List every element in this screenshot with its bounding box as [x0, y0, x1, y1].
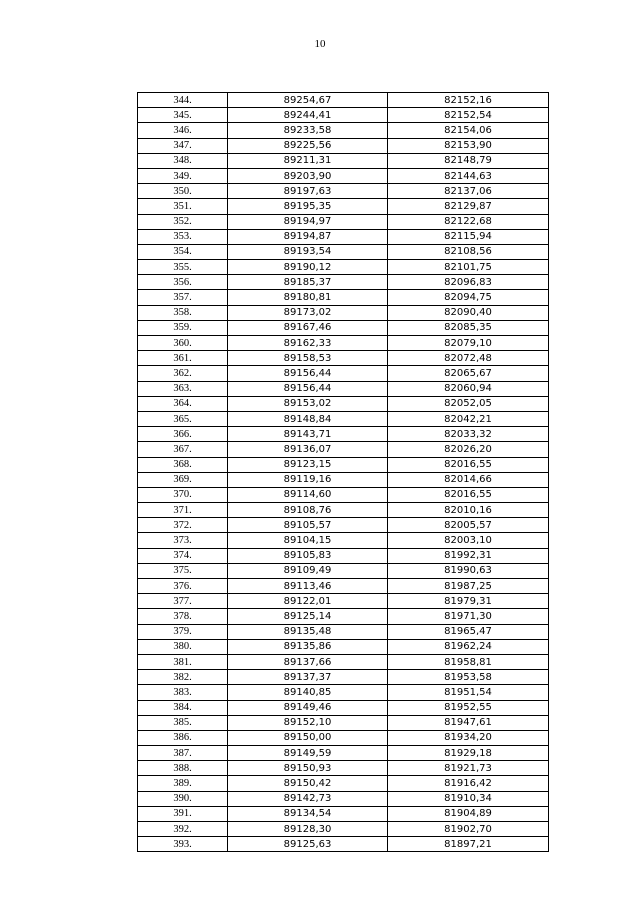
table-row: [138, 93, 549, 108]
y-coordinate-cell: 82096,83: [388, 275, 549, 290]
point-number-cell: 390.: [138, 791, 228, 806]
y-coordinate-cell: 82085,35: [388, 320, 549, 335]
point-number-cell: 351.: [138, 199, 228, 214]
x-coordinate-cell: 89244,41: [228, 108, 388, 123]
y-coordinate-cell: 81921,73: [388, 761, 549, 776]
table-row: [138, 457, 549, 472]
y-coordinate-cell: 82033,32: [388, 427, 549, 442]
y-coordinate-cell: 82072,48: [388, 351, 549, 366]
x-coordinate-cell: 89142,73: [228, 791, 388, 806]
table-row: [138, 184, 549, 199]
x-coordinate-cell: 89197,63: [228, 184, 388, 199]
x-coordinate-cell: 89135,86: [228, 639, 388, 654]
x-coordinate-cell: 89211,31: [228, 153, 388, 168]
point-number-cell: 357.: [138, 290, 228, 305]
y-coordinate-cell: 82152,54: [388, 108, 549, 123]
point-number-cell: 360.: [138, 336, 228, 351]
table-row: [138, 624, 549, 639]
x-coordinate-cell: 89152,10: [228, 715, 388, 730]
point-number-cell: 376.: [138, 579, 228, 594]
y-coordinate-cell: 81953,58: [388, 670, 549, 685]
x-coordinate-cell: 89193,54: [228, 244, 388, 259]
table-row: [138, 609, 549, 624]
x-coordinate-cell: 89203,90: [228, 168, 388, 183]
point-number-cell: 368.: [138, 457, 228, 472]
point-number-cell: 364.: [138, 396, 228, 411]
table-row: [138, 229, 549, 244]
table-row: [138, 366, 549, 381]
y-coordinate-cell: 82010,16: [388, 503, 549, 518]
y-coordinate-cell: 82108,56: [388, 244, 549, 259]
y-coordinate-cell: 82042,21: [388, 411, 549, 426]
table-row: [138, 685, 549, 700]
point-number-cell: 386.: [138, 730, 228, 745]
x-coordinate-cell: 89105,83: [228, 548, 388, 563]
table-row: [138, 791, 549, 806]
y-coordinate-cell: 82153,90: [388, 138, 549, 153]
y-coordinate-cell: 82026,20: [388, 442, 549, 457]
point-number-cell: 359.: [138, 320, 228, 335]
x-coordinate-cell: 89104,15: [228, 533, 388, 548]
x-coordinate-cell: 89194,97: [228, 214, 388, 229]
point-number-cell: 391.: [138, 806, 228, 821]
table-row: [138, 548, 549, 563]
point-number-cell: 372.: [138, 518, 228, 533]
table-row: [138, 563, 549, 578]
x-coordinate-cell: 89136,07: [228, 442, 388, 457]
point-number-cell: 356.: [138, 275, 228, 290]
x-coordinate-cell: 89149,46: [228, 700, 388, 715]
y-coordinate-cell: 82005,57: [388, 518, 549, 533]
y-coordinate-cell: 81992,31: [388, 548, 549, 563]
x-coordinate-cell: 89122,01: [228, 594, 388, 609]
y-coordinate-cell: 82101,75: [388, 260, 549, 275]
table-row: [138, 290, 549, 305]
y-coordinate-cell: 81951,54: [388, 685, 549, 700]
point-number-cell: 377.: [138, 594, 228, 609]
y-coordinate-cell: 82148,79: [388, 153, 549, 168]
table-row: [138, 411, 549, 426]
y-coordinate-cell: 82014,66: [388, 472, 549, 487]
point-number-cell: 380.: [138, 639, 228, 654]
x-coordinate-cell: 89150,00: [228, 730, 388, 745]
y-coordinate-cell: 81965,47: [388, 624, 549, 639]
point-number-cell: 352.: [138, 214, 228, 229]
x-coordinate-cell: 89167,46: [228, 320, 388, 335]
table-row: [138, 442, 549, 457]
table-row: [138, 260, 549, 275]
point-number-cell: 367.: [138, 442, 228, 457]
y-coordinate-cell: 82144,63: [388, 168, 549, 183]
x-coordinate-cell: 89143,71: [228, 427, 388, 442]
y-coordinate-cell: 81904,89: [388, 806, 549, 821]
y-coordinate-cell: 81902,70: [388, 822, 549, 837]
point-number-cell: 369.: [138, 472, 228, 487]
table-row: [138, 639, 549, 654]
table-row: [138, 487, 549, 502]
table-row: [138, 351, 549, 366]
y-coordinate-cell: 81971,30: [388, 609, 549, 624]
y-coordinate-cell: 81897,21: [388, 837, 549, 852]
table-row: [138, 654, 549, 669]
x-coordinate-cell: 89173,02: [228, 305, 388, 320]
table-row: [138, 837, 549, 852]
y-coordinate-cell: 82115,94: [388, 229, 549, 244]
point-number-cell: 392.: [138, 822, 228, 837]
y-coordinate-cell: 81962,24: [388, 639, 549, 654]
x-coordinate-cell: 89113,46: [228, 579, 388, 594]
point-number-cell: 366.: [138, 427, 228, 442]
point-number-cell: 346.: [138, 123, 228, 138]
point-number-cell: 345.: [138, 108, 228, 123]
table-row: [138, 776, 549, 791]
x-coordinate-cell: 89185,37: [228, 275, 388, 290]
table-row: [138, 153, 549, 168]
x-coordinate-cell: 89150,93: [228, 761, 388, 776]
table-row: [138, 730, 549, 745]
table-row: [138, 275, 549, 290]
y-coordinate-cell: 82003,10: [388, 533, 549, 548]
point-number-cell: 388.: [138, 761, 228, 776]
coordinates-table: [137, 92, 549, 852]
y-coordinate-cell: 82154,06: [388, 123, 549, 138]
x-coordinate-cell: 89195,35: [228, 199, 388, 214]
x-coordinate-cell: 89153,02: [228, 396, 388, 411]
x-coordinate-cell: 89156,44: [228, 366, 388, 381]
table-row: [138, 761, 549, 776]
y-coordinate-cell: 82137,06: [388, 184, 549, 199]
y-coordinate-cell: 82152,16: [388, 93, 549, 108]
x-coordinate-cell: 89119,16: [228, 472, 388, 487]
table-row: [138, 806, 549, 821]
x-coordinate-cell: 89194,87: [228, 229, 388, 244]
point-number-cell: 363.: [138, 381, 228, 396]
table-row: [138, 138, 549, 153]
point-number-cell: 384.: [138, 700, 228, 715]
x-coordinate-cell: 89180,81: [228, 290, 388, 305]
table-row: [138, 214, 549, 229]
table-row: [138, 336, 549, 351]
table-row: [138, 108, 549, 123]
table-row: [138, 715, 549, 730]
table-row: [138, 700, 549, 715]
y-coordinate-cell: 82016,55: [388, 487, 549, 502]
x-coordinate-cell: 89128,30: [228, 822, 388, 837]
y-coordinate-cell: 82065,67: [388, 366, 549, 381]
x-coordinate-cell: 89150,42: [228, 776, 388, 791]
y-coordinate-cell: 81934,20: [388, 730, 549, 745]
point-number-cell: 361.: [138, 351, 228, 366]
table-row: [138, 822, 549, 837]
x-coordinate-cell: 89123,15: [228, 457, 388, 472]
table-row: [138, 427, 549, 442]
table-row: [138, 746, 549, 761]
y-coordinate-cell: 82079,10: [388, 336, 549, 351]
point-number-cell: 387.: [138, 746, 228, 761]
x-coordinate-cell: 89225,56: [228, 138, 388, 153]
x-coordinate-cell: 89125,63: [228, 837, 388, 852]
y-coordinate-cell: 82122,68: [388, 214, 549, 229]
y-coordinate-cell: 81979,31: [388, 594, 549, 609]
x-coordinate-cell: 89137,66: [228, 654, 388, 669]
point-number-cell: 382.: [138, 670, 228, 685]
y-coordinate-cell: 82090,40: [388, 305, 549, 320]
point-number-cell: 349.: [138, 168, 228, 183]
point-number-cell: 379.: [138, 624, 228, 639]
x-coordinate-cell: 89162,33: [228, 336, 388, 351]
point-number-cell: 385.: [138, 715, 228, 730]
y-coordinate-cell: 81947,61: [388, 715, 549, 730]
table-row: [138, 503, 549, 518]
y-coordinate-cell: 81952,55: [388, 700, 549, 715]
point-number-cell: 381.: [138, 654, 228, 669]
table-row: [138, 381, 549, 396]
x-coordinate-cell: 89114,60: [228, 487, 388, 502]
point-number-cell: 389.: [138, 776, 228, 791]
x-coordinate-cell: 89254,67: [228, 93, 388, 108]
table-row: [138, 594, 549, 609]
point-number-cell: 347.: [138, 138, 228, 153]
x-coordinate-cell: 89134,54: [228, 806, 388, 821]
point-number-cell: 378.: [138, 609, 228, 624]
x-coordinate-cell: 89105,57: [228, 518, 388, 533]
table-row: [138, 199, 549, 214]
y-coordinate-cell: 81987,25: [388, 579, 549, 594]
y-coordinate-cell: 81990,63: [388, 563, 549, 578]
point-number-cell: 383.: [138, 685, 228, 700]
point-number-cell: 373.: [138, 533, 228, 548]
point-number-cell: 348.: [138, 153, 228, 168]
x-coordinate-cell: 89148,84: [228, 411, 388, 426]
table-row: [138, 579, 549, 594]
y-coordinate-cell: 82094,75: [388, 290, 549, 305]
table-row: [138, 305, 549, 320]
y-coordinate-cell: 81910,34: [388, 791, 549, 806]
x-coordinate-cell: 89233,58: [228, 123, 388, 138]
table-row: [138, 123, 549, 138]
table-row: [138, 320, 549, 335]
table-row: [138, 244, 549, 259]
table-row: [138, 168, 549, 183]
point-number-cell: 353.: [138, 229, 228, 244]
y-coordinate-cell: 82052,05: [388, 396, 549, 411]
point-number-cell: 355.: [138, 260, 228, 275]
table-row: [138, 396, 549, 411]
table-row: [138, 518, 549, 533]
point-number-cell: 344.: [138, 93, 228, 108]
y-coordinate-cell: 82060,94: [388, 381, 549, 396]
x-coordinate-cell: 89137,37: [228, 670, 388, 685]
y-coordinate-cell: 82129,87: [388, 199, 549, 214]
point-number-cell: 354.: [138, 244, 228, 259]
y-coordinate-cell: 81958,81: [388, 654, 549, 669]
point-number-cell: 370.: [138, 487, 228, 502]
x-coordinate-cell: 89190,12: [228, 260, 388, 275]
x-coordinate-cell: 89108,76: [228, 503, 388, 518]
x-coordinate-cell: 89125,14: [228, 609, 388, 624]
point-number-cell: 362.: [138, 366, 228, 381]
table-row: [138, 533, 549, 548]
point-number-cell: 350.: [138, 184, 228, 199]
x-coordinate-cell: 89135,48: [228, 624, 388, 639]
point-number-cell: 358.: [138, 305, 228, 320]
page-number: 10: [314, 38, 326, 50]
x-coordinate-cell: 89156,44: [228, 381, 388, 396]
x-coordinate-cell: 89140,85: [228, 685, 388, 700]
table-row: [138, 670, 549, 685]
point-number-cell: 375.: [138, 563, 228, 578]
x-coordinate-cell: 89149,59: [228, 746, 388, 761]
y-coordinate-cell: 81916,42: [388, 776, 549, 791]
point-number-cell: 374.: [138, 548, 228, 563]
y-coordinate-cell: 82016,55: [388, 457, 549, 472]
table-row: [138, 472, 549, 487]
x-coordinate-cell: 89158,53: [228, 351, 388, 366]
x-coordinate-cell: 89109,49: [228, 563, 388, 578]
point-number-cell: 371.: [138, 503, 228, 518]
coordinates-table-body: [138, 93, 549, 852]
point-number-cell: 365.: [138, 411, 228, 426]
point-number-cell: 393.: [138, 837, 228, 852]
y-coordinate-cell: 81929,18: [388, 746, 549, 761]
